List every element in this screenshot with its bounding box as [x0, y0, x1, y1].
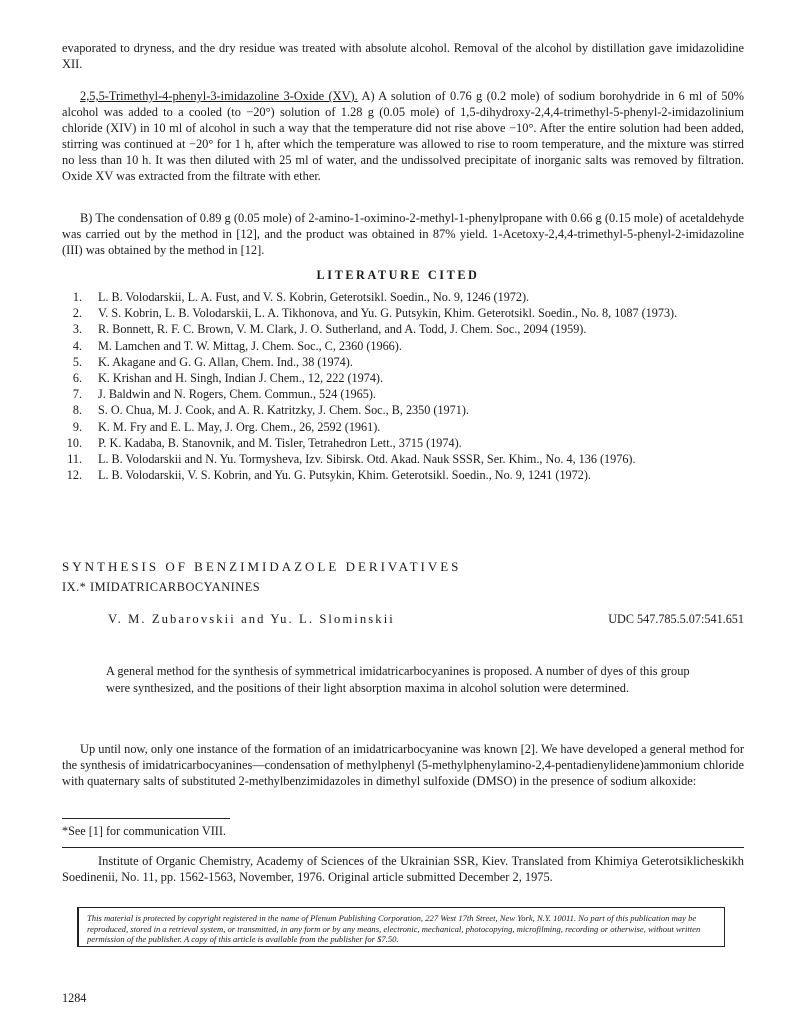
- copyright-notice: This material is protected by copyright registered in the name of Plenum Publishing Corporation, 227 West 17th Street, New York, N.Y. 10011. No part of this publication may be reproduced, stored in a retrieval system, or transmitted, in any form or by any means, electronic, mechanical, photocopying, microfilming, recording or otherwise, without written permission of the publisher. A copy of this article is available from the publisher for $7.50.: [77, 907, 725, 947]
- reference-number: 1.: [72, 290, 82, 304]
- paragraph-oxide-prep-b: B) The condensation of 0.89 g (0.05 mole) of 2-amino-1-oximino-2-methyl-1-phenylpropane with 0.66 g (0.15 mole) of acetaldehyde was carried out by the method in [12], and the product was obtained in 87% yield. 1-Acetoxy-2,4,4-trimethyl-5-phenyl-2-imidazoline (III) was obtained by the method in [12].: [62, 211, 744, 258]
- reference-number: 2.: [72, 306, 82, 321]
- reference-number: 12.: [66, 468, 82, 483]
- reference-number: 5.: [72, 354, 82, 369]
- reference-item: [62, 402, 744, 418]
- compound-heading: 2,5,5-Trimethyl-4-phenyl-3-imidazoline 3-Oxide (XV).: [80, 89, 358, 103]
- article-authors: V. M. Zubarovskii and Yu. L. Slominskii: [108, 612, 395, 626]
- article-body: Up until now, only one instance of the formation of an imidatricarbocyanine was known [2]. We have developed a general method for the synthesis of imidatricarbocyanines—condensation of methylphenyl (5-methylphenylamino-2,4-pentadienylidene)ammonium chloride with quaternary salts of substituted 2-methylbenzimidazoles in dimethyl sulfoxide (DMSO) in the presence of sodium alkoxide:: [62, 742, 744, 789]
- reference-list: [62, 289, 744, 483]
- article-subtitle: IX.* IMIDATRICARBOCYANINES: [62, 580, 261, 594]
- reference-number: 4.: [72, 338, 82, 353]
- reference-number: 6.: [72, 371, 82, 386]
- reference-number: 8.: [72, 403, 82, 418]
- reference-text: K. Akagane and G. G. Allan, Chem. Ind., 38 (1974).: [98, 354, 353, 369]
- reference-number: 7.: [72, 387, 82, 402]
- paragraph-oxide-body: A) A solution of 0.76 g (0.2 mole) of sodium borohydride in 6 ml of 50% alcohol was added to a cooled (to −20°) solution of 1.28 g (0.05 mole) of 1,5-dihydroxy-2,4,4-trimethyl-5-phenyl-2-imidazolinium chloride (XIV) in 10 ml of alcohol in such a way that the temperature did not rise above −10°. After the entire solution had been added, stirring was continued at −20° for 1 h, after which the temperature was allowed to rise to room temperature, and the mixture was stirred no less than 10 h. It was then diluted with 25 ml of water, and the undissolved precipitate of inorganic salts was removed by filtration. Oxide XV was extracted from the filtrate with ether.: [62, 89, 745, 184]
- reference-text: K. M. Fry and E. L. May, J. Org. Chem., 26, 2592 (1961).: [98, 419, 381, 434]
- reference-text: M. Lamchen and T. W. Mittag, J. Chem. Soc., C, 2360 (1966).: [98, 338, 402, 353]
- reference-item: [62, 419, 744, 435]
- footnote-rule: [62, 818, 230, 819]
- udc-code: UDC 547.785.5.07:541.651: [608, 612, 744, 626]
- reference-item: [62, 451, 744, 467]
- reference-text: S. O. Chua, M. J. Cook, and A. R. Katritzky, J. Chem. Soc., B, 2350 (1971).: [98, 403, 469, 418]
- reference-number: 9.: [72, 419, 82, 434]
- page-number: 1284: [62, 991, 87, 1005]
- reference-text: K. Krishan and H. Singh, Indian J. Chem., 12, 222 (1974).: [98, 371, 384, 386]
- article-abstract: A general method for the synthesis of symmetrical imidatricarbocyanines is proposed. A number of dyes of this group were synthesized, and the positions of their light absorption maxima in alcohol solution were determined.: [106, 664, 690, 695]
- institute-note: Institute of Organic Chemistry, Academy of Sciences of the Ukrainian SSR, Kiev. Translated from Khimiya Geterotsiklicheskikh Soedinenii, No. 11, pp. 1562-1563, November, 1976. Original article submitted December 2, 1975.: [62, 854, 744, 884]
- reference-item: [62, 338, 744, 354]
- reference-number: 11.: [67, 452, 82, 467]
- reference-item: [62, 435, 744, 451]
- reference-text: J. Baldwin and N. Rogers, Chem. Commun., 524 (1965).: [98, 387, 376, 402]
- reference-number: 3.: [72, 322, 82, 337]
- reference-item: [62, 370, 744, 386]
- institute-rule: [62, 847, 744, 848]
- reference-item: [62, 467, 744, 483]
- reference-item: [62, 305, 744, 321]
- reference-number: 10.: [66, 435, 82, 450]
- article-title: SYNTHESIS OF BENZIMIDAZOLE DERIVATIVES: [62, 559, 462, 574]
- footnote: *See [1] for communication VIII.: [62, 824, 226, 838]
- reference-item: [62, 289, 744, 305]
- reference-text: V. S. Kobrin, L. B. Volodarskii, L. A. Tikhonova, and Yu. G. Putsykin, Khim. Geterotsikl. Soedin., No. 8, 1087 (1973).: [98, 306, 678, 321]
- paragraph-continuation: evaporated to dryness, and the dry residue was treated with absolute alcohol. Removal of the alcohol by distillation gave imidazolidine XII.: [62, 41, 744, 72]
- reference-text: L. B. Volodarskii and N. Yu. Tormysheva, Izv. Sibirsk. Otd. Akad. Nauk SSSR, Ser. Khim., No. 4, 136 (1976).: [98, 452, 636, 467]
- reference-item: [62, 321, 744, 337]
- reference-text: L. B. Volodarskii, V. S. Kobrin, and Yu. G. Putsykin, Khim. Geterotsikl. Soedin., No. 9, 1241 (1972).: [98, 468, 591, 483]
- literature-heading: LITERATURE CITED: [316, 268, 480, 282]
- reference-item: [62, 354, 744, 370]
- reference-text: P. K. Kadaba, B. Stanovnik, and M. Tisler, Tetrahedron Lett., 3715 (1974).: [98, 435, 462, 450]
- reference-text: R. Bonnett, R. F. C. Brown, V. M. Clark, J. O. Sutherland, and A. Todd, J. Chem. Soc., 2094 (1959).: [98, 322, 587, 337]
- paragraph-oxide-prep-a: [62, 88, 744, 185]
- reference-text: L. B. Volodarskii, L. A. Fust, and V. S. Kobrin, Geterotsikl. Soedin., No. 9, 1246 (1972).: [98, 290, 530, 304]
- reference-item: [62, 386, 744, 402]
